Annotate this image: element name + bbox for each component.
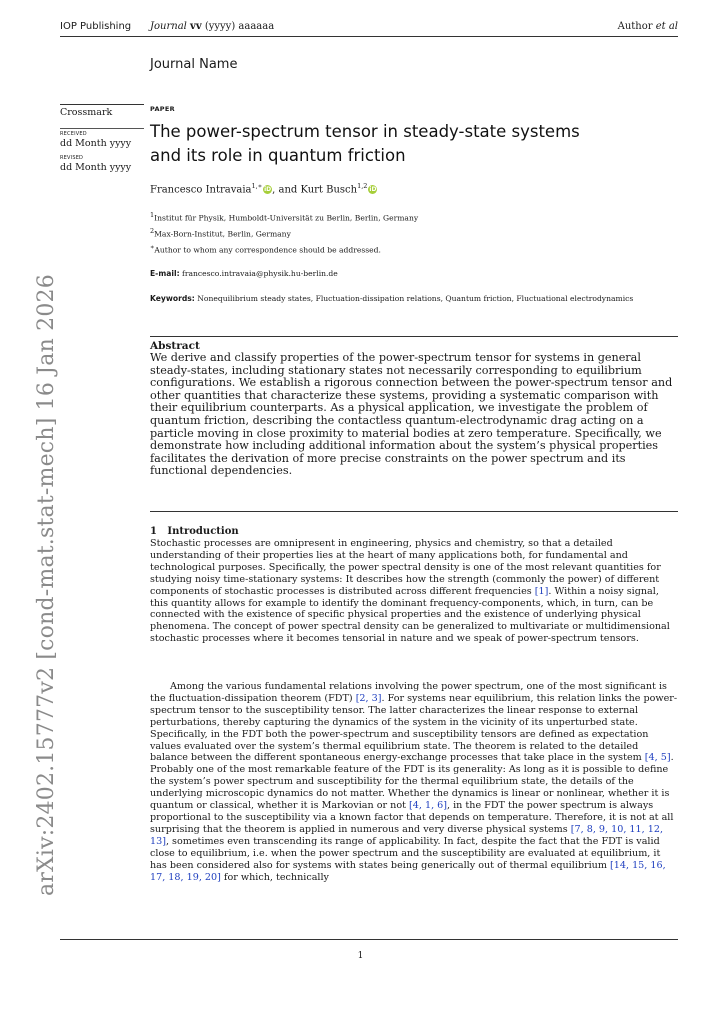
intro-p2-text-f: for which, technically: [220, 871, 329, 883]
section-number: 1: [150, 526, 157, 537]
keywords: [150, 293, 670, 306]
received-label: RECEIVED: [60, 131, 87, 137]
citation-link[interactable]: [7, 8, 9, 10, 11, 12, 13]: [150, 823, 663, 847]
intro-p1-text-b: . Within a noisy signal, this quantity allows for example to identify the dominant frequency-components, which, in turn, can be connected with the existence of specific physical properties and the existence of underlying physical phenomena. The concept of power spectral density can be generalized to multivariate or multidimensional stochastic processes where it becomes tensorial in nature and we speak of power-spectrum tensors.: [150, 585, 670, 645]
sidebar-top-rule: [60, 104, 144, 105]
email-address[interactable]: francesco.intravaia@physik.hu-berlin.de: [182, 269, 338, 278]
journal-volume: vv: [190, 21, 202, 32]
affiliation-2: [150, 225, 418, 241]
paper-title-line-2: and its role in quantum friction: [150, 146, 406, 165]
affiliations: [150, 209, 418, 257]
intro-paragraph-2: [150, 681, 678, 883]
abstract-top-rule: [150, 336, 678, 337]
orcid-icon[interactable]: iD: [369, 186, 377, 194]
author-2-affil: 1,2: [357, 182, 368, 190]
abstract-line: steady-states, including stationary states not necessarily corresponding to equilibrium: [150, 363, 642, 377]
abstract-line: functional dependencies.: [150, 464, 293, 478]
keywords-label: Keywords:: [150, 294, 195, 303]
citation-link[interactable]: [1]: [534, 585, 549, 597]
running-author: [618, 21, 678, 32]
header-rule: [60, 36, 678, 37]
abstract-line: configurations. We establish a rigorous connection between the power-spectrum tensor and: [150, 376, 673, 390]
journal-name: Journal Name: [150, 57, 238, 72]
correspondence-mark: ∗: [150, 243, 155, 252]
section-title: Introduction: [167, 526, 239, 537]
journal-citation-suffix: (yyyy) aaaaaa: [201, 21, 275, 32]
running-author-etal: et al: [655, 21, 678, 32]
correspondence-note: [150, 241, 418, 257]
abstract-body: [150, 352, 672, 478]
footer-rule: [60, 939, 678, 940]
revised-date: dd Month yyyy: [60, 162, 132, 173]
publisher-name: IOP Publishing: [60, 21, 132, 32]
author-1: Francesco Intravaia: [150, 184, 252, 196]
orcid-icon[interactable]: iD: [264, 186, 272, 194]
abstract-line: We derive and classify properties of the power-spectrum tensor for systems in general: [150, 351, 641, 364]
abstract-heading: Abstract: [150, 340, 200, 352]
section-heading-introduction: [150, 526, 239, 537]
abstract-line: facilitates the derivation of more precise constraints on the power spectrum and its: [150, 451, 626, 465]
citation-link[interactable]: [2, 3]: [355, 692, 382, 704]
author-2: , and Kurt Busch: [272, 184, 358, 196]
journal-citation: [150, 21, 274, 32]
affiliation-1: [150, 209, 418, 225]
revised-label: REVISED: [60, 155, 84, 161]
intro-paragraph-1: [150, 538, 678, 645]
intro-p2-text-a: Among the various fundamental relations involving the power spectrum, one of the most significant is the fluctuation-dissipation theorem (FDT): [150, 681, 667, 704]
abstract-line: their equilibrium counterparts. As a physical application, we investigate the problem of: [150, 401, 648, 415]
citation-link[interactable]: [4, 1, 6]: [409, 800, 448, 812]
intro-p1-text-a: Stochastic processes are omnipresent in engineering, physics and chemistry, so that a detailed understanding of their properties lies at the heart of many applications both, for fundamental and technological purposes. Specifically, the power spectral density is one of the most relevant quantities for studying noisy time-stationary systems: It describes how the strength (commonly the power) of different components of stochastic processes is distributed across different frequencies: [150, 538, 661, 597]
crossmark-link[interactable]: Crossmark: [60, 107, 113, 118]
author-list: [150, 182, 377, 195]
keywords-text: Nonequilibrium steady states, Fluctuation-dissipation relations, Quantum friction, Fluctuational electrodynamics: [197, 294, 634, 303]
intro-p2-text-e: , sometimes even transcending its range of applicability. In fact, despite the fact that the FDT is valid close to equilibrium, i.e. when the power spectrum and the susceptibility are evaluated at equilibrium, it has been considered also for systems with states being generically out of thermal equilibrium: [150, 835, 661, 871]
affiliation-2-text: Max-Born-Institut, Berlin, Germany: [154, 229, 291, 239]
abstract-line: quantum friction, describing the contactless quantum-electrodynamic drag acting on a: [150, 413, 644, 427]
paper-type-label: PAPER: [150, 105, 175, 113]
email-label: E-mail:: [150, 269, 180, 278]
author-1-affil: 1,∗: [251, 182, 263, 190]
journal-citation-prefix: Journal: [150, 21, 191, 32]
paper-title: [150, 120, 580, 168]
affiliation-1-text: Institut für Physik, Humboldt-Universität zu Berlin, Berlin, Germany: [154, 213, 419, 223]
abstract-line: other quantities that characterize these systems, providing a systematic comparison with: [150, 388, 659, 402]
affiliation-1-mark: 1: [150, 211, 155, 219]
paper-title-line-1: The power-spectrum tensor in steady-state systems: [150, 122, 580, 141]
intro-p2-text-b: . For systems near equilibrium, this relation links the power-spectrum tensor to the susceptibility tensor. The latter characterizes the linear response to external perturbations, thereby capturing the dynamics of the system in the vicinity of its unperturbed state. Specifically, in the FDT both the power-spectrum and susceptibility tensors are defined as expectation values evaluated over the system’s thermal equilibrium state. The theorem is related to the detailed balance between the different spontaneous energy-exchange processes that take place in the system: [150, 692, 678, 764]
intro-p2-text-c: . Probably one of the most remarkable feature of the FDT is its generality: As long as it is possible to define the system’s power spectrum and susceptibility for the thermal equilibrium state, the details of the underlying microscopic dynamics do not matter. Whether the dynamics is linear or nonlinear, whether it is quantum or classical, whether it is Markovian or not: [150, 752, 674, 812]
sidebar-mid-rule: [60, 128, 144, 129]
page-number: 1: [357, 951, 364, 961]
abstract-bottom-rule: [150, 511, 678, 512]
correspondence-text: Author to whom any correspondence should be addressed.: [154, 245, 381, 255]
citation-link[interactable]: [14, 15, 16, 17, 18, 19, 20]: [150, 859, 666, 883]
citation-link[interactable]: [4, 5]: [644, 752, 671, 764]
received-date: dd Month yyyy: [60, 138, 132, 149]
abstract-line: particle moving in close proximity to material bodies at zero temperature. Specifically, we: [150, 426, 662, 440]
arxiv-identifier: arXiv:2402.15777v2 [cond-mat.stat-mech] 16 Jan 2026: [34, 274, 59, 896]
email-line: [150, 269, 338, 278]
abstract-line: demonstrate how including additional information about the system’s physical properties: [150, 439, 659, 453]
intro-p2-text-d: , in the FDT the power spectrum is always proportional to the susceptibility via a known factor that depends on temperature. Therefore, it is not at all surprising that the theorem is applied in numerous and very diverse physical systems: [150, 800, 674, 835]
running-author-name: Author: [617, 21, 656, 32]
affiliation-2-mark: 2: [150, 227, 155, 236]
